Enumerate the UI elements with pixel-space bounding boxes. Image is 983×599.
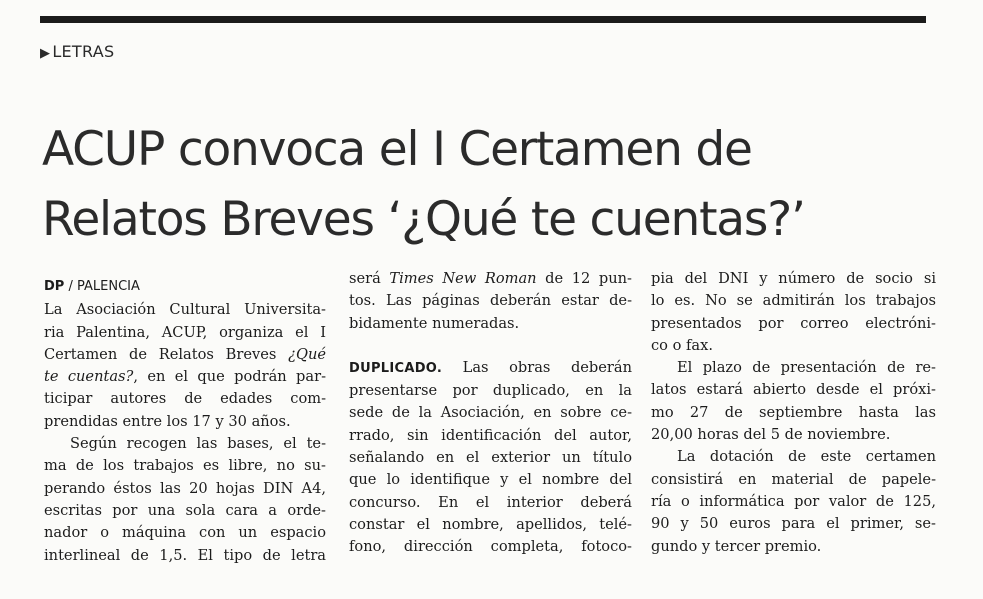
text-line: mo 27 de septiembre hasta las [651, 403, 936, 421]
text-line: co o fax. [651, 336, 713, 354]
text-line: que lo identifique y el nombre del [349, 471, 632, 489]
text-line: consistirá en material de papele- [651, 470, 936, 488]
text-line: Según recogen las bases, el te- [70, 435, 326, 453]
text-line: gundo y tercer premio. [651, 537, 822, 555]
text-line: será Times New Roman de 12 pun- [349, 270, 632, 287]
text-line: prendidas entre los 17 y 30 años. [44, 412, 291, 430]
text-line: La Asociación Cultural Universita- [44, 301, 326, 319]
article-column-1 [44, 276, 326, 567]
section-label: ▶ LETRAS [40, 42, 115, 61]
text-line: presentarse por duplicado, en la [349, 382, 632, 400]
subhead-duplicado: DUPLICADO. [349, 360, 443, 376]
text-line: te cuentas?, en el que podrán par- [44, 368, 326, 386]
article-column-2 [349, 268, 632, 559]
text-line: lo es. No se admitirán los trabajos [651, 292, 936, 310]
text-line: nador o máquina con un espacio [44, 524, 326, 542]
top-rule [40, 16, 926, 23]
triangle-icon: ▶ [40, 46, 51, 61]
text-line: concurso. En el interior deberá [349, 493, 632, 511]
text-line: Certamen de Relatos Breves ¿Qué [44, 345, 326, 363]
text-line: DUPLICADO. Las obras deberán [349, 358, 632, 376]
text-line: fono, dirección completa, fotoco- [349, 538, 632, 556]
text-line: 20,00 horas del 5 de noviembre. [651, 426, 891, 444]
text-line: sede de la Asociación, en sobre ce- [349, 404, 632, 422]
text-line: ma de los trabajos es libre, no su- [44, 457, 326, 475]
text-line: pia del DNI y número de socio si [651, 270, 936, 287]
text-line: tos. Las páginas deberán estar de- [349, 292, 632, 310]
headline-line-2: Relatos Breves ‘¿Qué te cuentas?’ [42, 192, 805, 248]
text-line: 90 y 50 euros para el primer, se- [651, 515, 936, 533]
text-line: bidamente numeradas. [349, 314, 520, 332]
text-line: rrado, sin identificación del autor, [349, 426, 632, 444]
text-line: La dotación de este certamen [677, 448, 936, 466]
text-line: constar el nombre, apellidos, telé- [349, 515, 632, 533]
headline [42, 115, 942, 255]
article-column-3 [651, 268, 936, 558]
text-line: ticipar autores de edades com- [44, 390, 326, 408]
text-line: ría o informática por valor de 125, [651, 492, 936, 510]
text-line: presentados por correo electróni- [651, 314, 936, 332]
text-line: interlineal de 1,5. El tipo de letra [44, 546, 326, 564]
text-line: latos estará abierto desde el próxi- [651, 381, 936, 399]
headline-line-1: ACUP convoca el I Certamen de [42, 122, 752, 178]
text-line: señalando en el exterior un título [349, 449, 632, 467]
text-line: ria Palentina, ACUP, organiza el I [44, 323, 326, 341]
byline: DP / PALENCIA [44, 279, 140, 294]
text-line: escritas por una sola cara a orde- [44, 501, 326, 519]
paragraph-gap [349, 335, 632, 357]
text-line: perando éstos las 20 hojas DIN A4, [44, 479, 326, 497]
text-line: El plazo de presentación de re- [677, 359, 936, 377]
